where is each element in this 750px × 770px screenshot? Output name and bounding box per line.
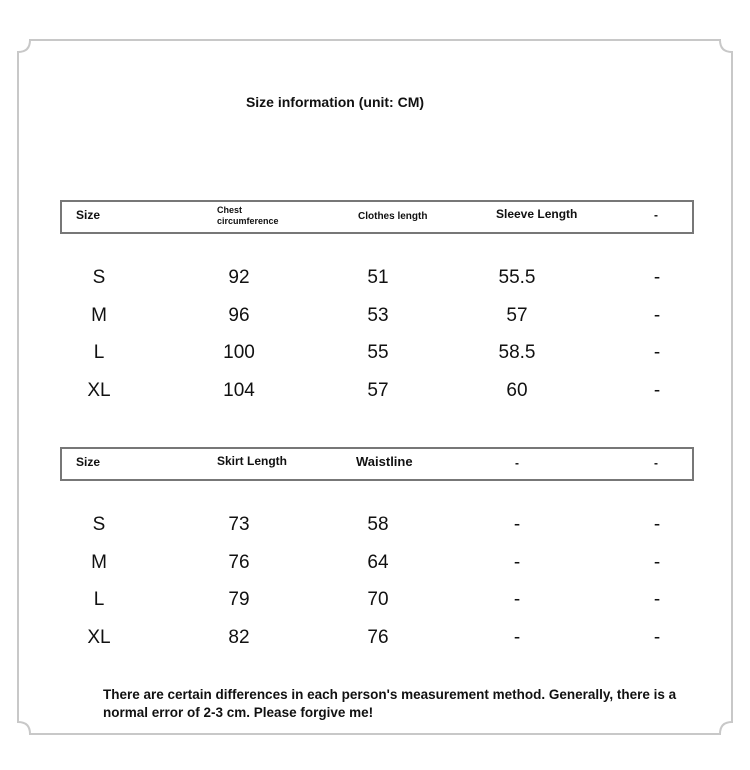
table2-header	[60, 447, 694, 481]
table-row	[0, 626, 750, 650]
value-cell: -	[653, 267, 661, 288]
table1-header-sleeve-length: Sleeve Length	[496, 207, 578, 221]
value-cell: -	[653, 551, 661, 573]
table2-header-skirt-length: Skirt Length	[217, 454, 288, 468]
table2-header-extra-2: -	[654, 456, 658, 470]
value-cell: 51	[367, 267, 389, 288]
value-cell: 104	[223, 380, 255, 402]
table-row	[0, 304, 750, 328]
value-cell: 76	[228, 551, 250, 573]
value-cell: 64	[367, 551, 389, 573]
table-row	[0, 588, 750, 612]
table2-header-waistline: Waistline	[356, 454, 413, 469]
table1-header-clothes-length: Clothes length	[358, 211, 428, 222]
value-cell: -	[513, 514, 521, 535]
size-cell: M	[91, 551, 107, 573]
table-row	[0, 551, 750, 575]
size-cell: L	[93, 589, 105, 611]
size-cell: XL	[87, 627, 111, 649]
value-cell: 100	[223, 342, 255, 364]
value-cell: 57	[367, 380, 389, 402]
value-cell: -	[653, 514, 661, 535]
size-cell: S	[92, 267, 106, 288]
value-cell: -	[513, 551, 521, 573]
value-cell: 55.5	[498, 267, 536, 288]
size-cell: L	[93, 342, 105, 364]
footer-note: There are certain differences in each person's measurement method. Generally, there is a normal error of 2-3 cm. Please forgive me!	[103, 687, 677, 720]
value-cell: -	[653, 627, 661, 649]
value-cell: 58.5	[498, 342, 536, 364]
value-cell: -	[653, 304, 661, 326]
page-title: Size information (unit: CM)	[245, 94, 425, 110]
value-cell: -	[513, 627, 521, 649]
table1-header-size: Size	[76, 208, 101, 222]
value-cell: 60	[506, 380, 528, 402]
value-cell: 82	[228, 627, 250, 649]
value-cell: 53	[367, 304, 389, 326]
table1-header	[60, 200, 694, 234]
value-cell: 58	[367, 514, 389, 535]
value-cell: -	[513, 589, 521, 611]
value-cell: -	[653, 342, 661, 364]
table1-header-extra: -	[654, 208, 658, 222]
value-cell: -	[653, 380, 661, 402]
table-row	[0, 341, 750, 365]
value-cell: 79	[228, 589, 250, 611]
value-cell: 96	[228, 304, 250, 326]
table2-header-size: Size	[76, 455, 101, 469]
value-cell: 92	[228, 267, 250, 288]
size-cell: S	[92, 514, 106, 535]
value-cell: -	[653, 589, 661, 611]
size-cell: M	[91, 304, 107, 326]
table-row	[0, 513, 750, 537]
value-cell: 70	[367, 589, 389, 611]
value-cell: 76	[367, 627, 389, 649]
table2-header-extra-1: -	[515, 456, 519, 470]
table-row	[0, 266, 750, 290]
table-row	[0, 379, 750, 403]
size-cell: XL	[87, 380, 111, 402]
value-cell: 55	[367, 342, 389, 364]
table1-header-chest: Chest circumference	[217, 205, 279, 226]
value-cell: 73	[228, 514, 250, 535]
value-cell: 57	[506, 304, 528, 326]
